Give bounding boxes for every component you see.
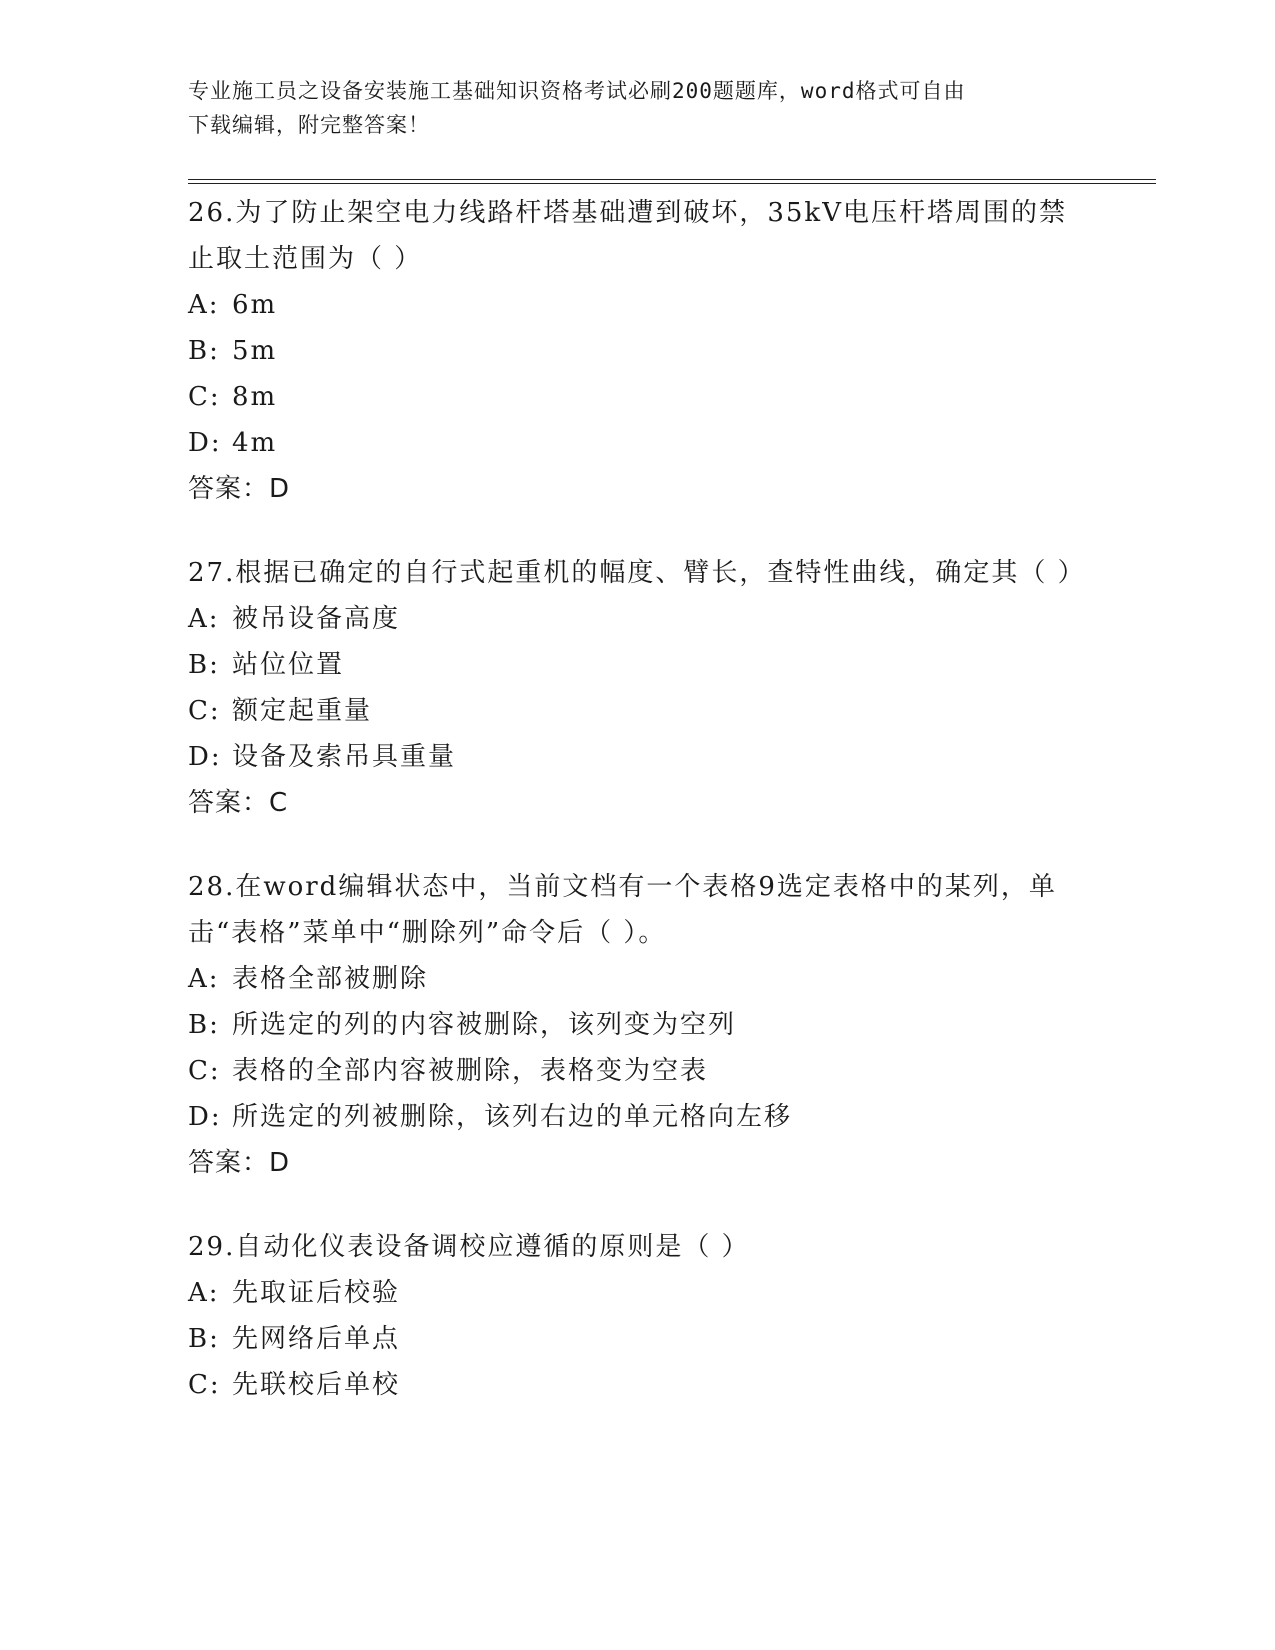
option-d (188, 734, 1088, 780)
option-label: C: (188, 696, 221, 726)
option-label: B: (188, 336, 220, 366)
option-text: 被吊设备高度 (232, 604, 401, 634)
header-line-1: 专业施工员之设备安装施工基础知识资格考试必刷200题题库，word格式可自由 (188, 79, 966, 103)
option-text: 先取证后校验 (232, 1278, 401, 1308)
option-text: 6m (232, 290, 278, 320)
option-text: 表格的全部内容被删除，表格变为空表 (232, 1056, 709, 1086)
option-d (188, 1094, 1088, 1140)
option-c (188, 374, 1088, 420)
option-text: 所选定的列的内容被删除，该列变为空列 (232, 1010, 737, 1040)
option-a (188, 596, 1088, 642)
option-label: C: (188, 382, 221, 412)
option-text: 所选定的列被删除，该列右边的单元格向左移 (232, 1102, 793, 1132)
answer-line: 答案：C (188, 788, 289, 818)
answer-line: 答案：D (188, 474, 291, 504)
question-text: 28.在word编辑状态中，当前文档有一个表格9选定表格中的某列，单击“表格”菜单中“删除列”命令后（ ）。 (188, 872, 1057, 948)
option-c (188, 1362, 1088, 1408)
option-label: B: (188, 650, 220, 680)
question-26 (188, 190, 1088, 512)
option-b (188, 1002, 1088, 1048)
question-text: 27.根据已确定的自行式起重机的幅度、臂长，查特性曲线，确定其（ ） (188, 558, 1086, 588)
option-text: 额定起重量 (232, 696, 373, 726)
option-label: C: (188, 1056, 221, 1086)
option-text: 站位位置 (232, 650, 345, 680)
option-text: 表格全部被删除 (232, 964, 429, 994)
option-label: A: (188, 604, 220, 634)
option-label: D: (188, 1102, 222, 1132)
option-b (188, 1316, 1088, 1362)
question-text: 26.为了防止架空电力线路杆塔基础遭到破坏，35kV电压杆塔周围的禁止取土范围为（ ） (188, 198, 1067, 274)
option-d (188, 420, 1088, 466)
question-29 (188, 1224, 1088, 1408)
option-a (188, 282, 1088, 328)
option-label: D: (188, 428, 222, 458)
option-b (188, 328, 1088, 374)
option-label: A: (188, 290, 220, 320)
header-line-2: 下载编辑，附完整答案！ (188, 113, 430, 137)
option-text: 4m (232, 428, 278, 458)
question-27 (188, 550, 1088, 826)
option-label: D: (188, 742, 222, 772)
option-c (188, 688, 1088, 734)
option-label: A: (188, 1278, 220, 1308)
option-a (188, 1270, 1088, 1316)
option-text: 先网络后单点 (232, 1324, 401, 1354)
answer-line: 答案：D (188, 1148, 291, 1178)
header-divider-bottom (188, 183, 1156, 184)
question-28 (188, 864, 1088, 1186)
option-text: 先联校后单校 (232, 1370, 401, 1400)
option-text: 5m (232, 336, 278, 366)
option-text: 设备及索吊具重量 (232, 742, 457, 772)
option-label: C: (188, 1370, 221, 1400)
option-c (188, 1048, 1088, 1094)
question-list (188, 190, 1088, 1446)
header-divider-top (188, 179, 1156, 180)
option-b (188, 642, 1088, 688)
option-a (188, 956, 1088, 1002)
option-label: B: (188, 1010, 220, 1040)
option-label: B: (188, 1324, 220, 1354)
option-text: 8m (232, 382, 278, 412)
question-text: 29.自动化仪表设备调校应遵循的原则是（ ） (188, 1232, 750, 1262)
option-label: A: (188, 964, 220, 994)
document-header (188, 74, 1068, 142)
